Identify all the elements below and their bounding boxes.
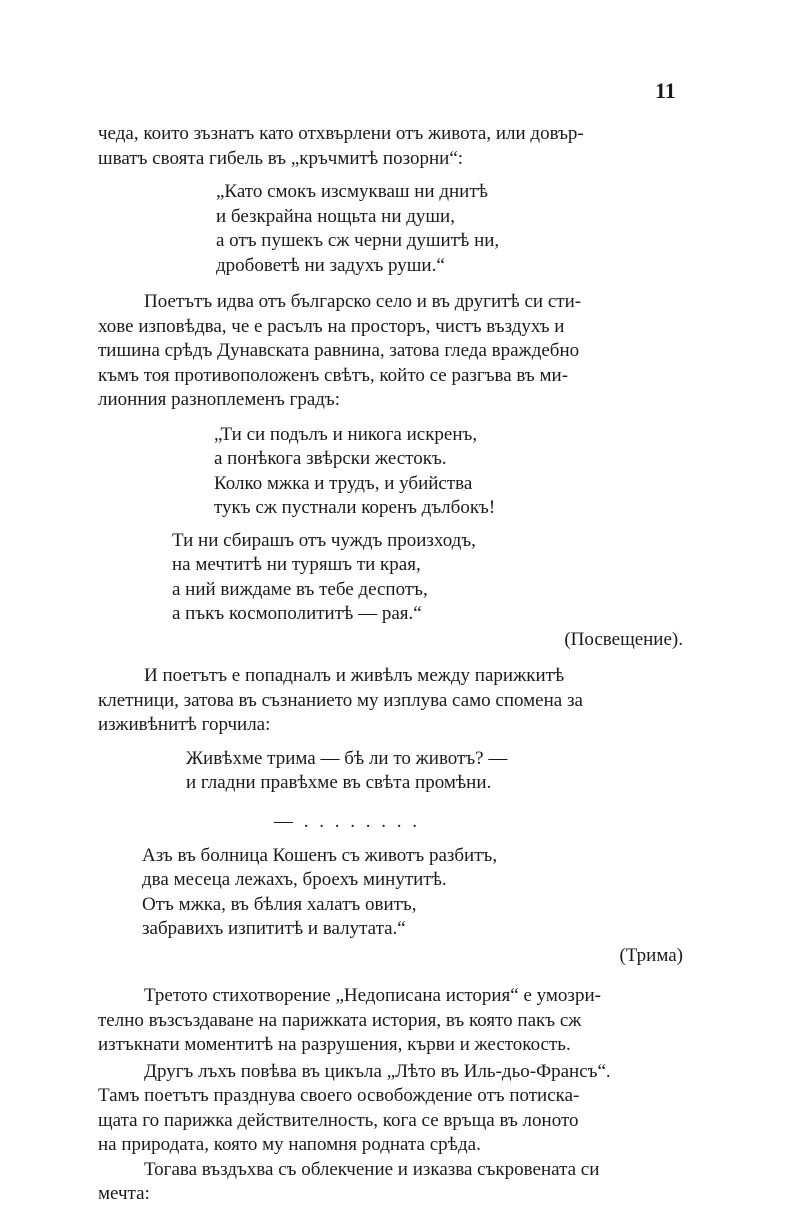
verse-line: дробоветѣ ни задухъ руши.“ [216,254,445,276]
verse-line: Азъ въ болница Кошенъ съ животъ разбитъ, [142,844,498,866]
text-line: щата го парижка действителность, кога се връща въ лоното [98,1109,579,1131]
verse-line: а ний виждаме въ тебе деспотъ, [172,578,428,600]
verse-line: и гладни правѣхме въ свѣта промѣни. [186,772,492,793]
verse-line: а понѣкога звѣрски жестокъ. [214,448,447,469]
verse-line: и безкрайна нощьта ни души, [216,205,455,227]
verse-line: а пъкъ космополититѣ — рая.“ [172,603,422,624]
verse-line: „Ти си подълъ и никога искренъ, [214,423,478,445]
verse-line: а отъ пушекъ сж черни душитѣ ни, [216,230,500,251]
text-line: къмъ тоя противоположенъ свѣтъ, който се разгъва въ ми- [98,364,569,386]
paragraph-5 [98,1060,683,1158]
text-line: изтъкнати моментитѣ на разрушения, кърви и жестокость. [98,1034,571,1055]
text-line: клетници, затова въ съзнанието му изплува само спомена за [98,689,583,711]
text-line: чеда, които зъзнатъ като отхвърлени отъ живота, или довър- [98,123,584,144]
text-line: Тамъ поетътъ празднува своего освобождение отъ потиска- [98,1085,580,1106]
poem-stanza-2 [214,423,683,521]
poem-stanza-1 [216,180,683,278]
poem-stanza-4 [186,747,683,796]
text-line: Другъ лъхъ повѣва въ цикъла „Лѣто въ Иль-дьо-Франсъ“. [144,1060,611,1082]
poem-source-1: (Посвещение). [564,628,683,650]
paragraph-2 [98,290,683,413]
text-line: Тогава въздъхва съ облекчение и изказва съкровената си [144,1158,600,1180]
verse-line: два месеца лежахъ, броехъ минутитѣ. [142,869,447,890]
verse-line: на мечтитѣ ни туряшъ ти края, [172,554,421,575]
text-line: хове изповѣдва, че е расълъ на просторъ, чистъ въздухъ и [98,315,565,337]
text-line: телно възсъздаване на парижката история, въ която пакъ сж [98,1009,582,1031]
text-line: изживѣнитѣ горчила: [98,714,271,735]
verse-line: Колко мжка и трудъ, и убийства [214,472,473,494]
text-line: Третото стихотворение „Недописана история“ е умозри- [144,985,601,1006]
paragraph-6 [98,1158,683,1207]
paragraph-1 [98,122,683,171]
text-line: на природата, която му напомня родната срѣда. [98,1134,481,1155]
verse-line: Ти ни сбирашъ отъ чуждъ произходъ, [172,529,476,551]
text-line: шватъ своята гибель въ „кръчмитѣ позорни“: [98,147,464,169]
text-line: И поетътъ е попадналъ и живѣлъ между парижкитѣ [144,665,565,686]
verse-line: „Като смокъ изсмукваш ни днитѣ [216,181,488,202]
text-line: мечта: [98,1183,150,1204]
page-number: 11 [655,78,676,103]
poem-stanza-5 [142,844,683,942]
verse-line: Живѣхме трима — бѣ ли то животъ? — [186,747,508,769]
text-line: лионния разноплеменъ градъ: [98,389,341,410]
text-line: Поетътъ идва отъ българско село и въ другитѣ си сти- [144,291,582,312]
poem-stanza-3 [172,529,683,627]
ellipsis-separator: — . . . . . . . . [274,810,420,832]
verse-line: Отъ мжка, въ бѣлия халатъ овитъ, [142,893,417,915]
paragraph-3 [98,664,683,738]
paragraph-4 [98,984,683,1058]
verse-line: забравихъ изпититѣ и валутата.“ [142,918,406,939]
page-text [98,122,683,1207]
poem-source-2: (Трима) [619,944,683,966]
text-line: тишина срѣдъ Дунавската равнина, затова гледа враждебно [98,340,580,361]
verse-line: тукъ сж пустнали коренъ дълбокъ! [214,497,496,518]
